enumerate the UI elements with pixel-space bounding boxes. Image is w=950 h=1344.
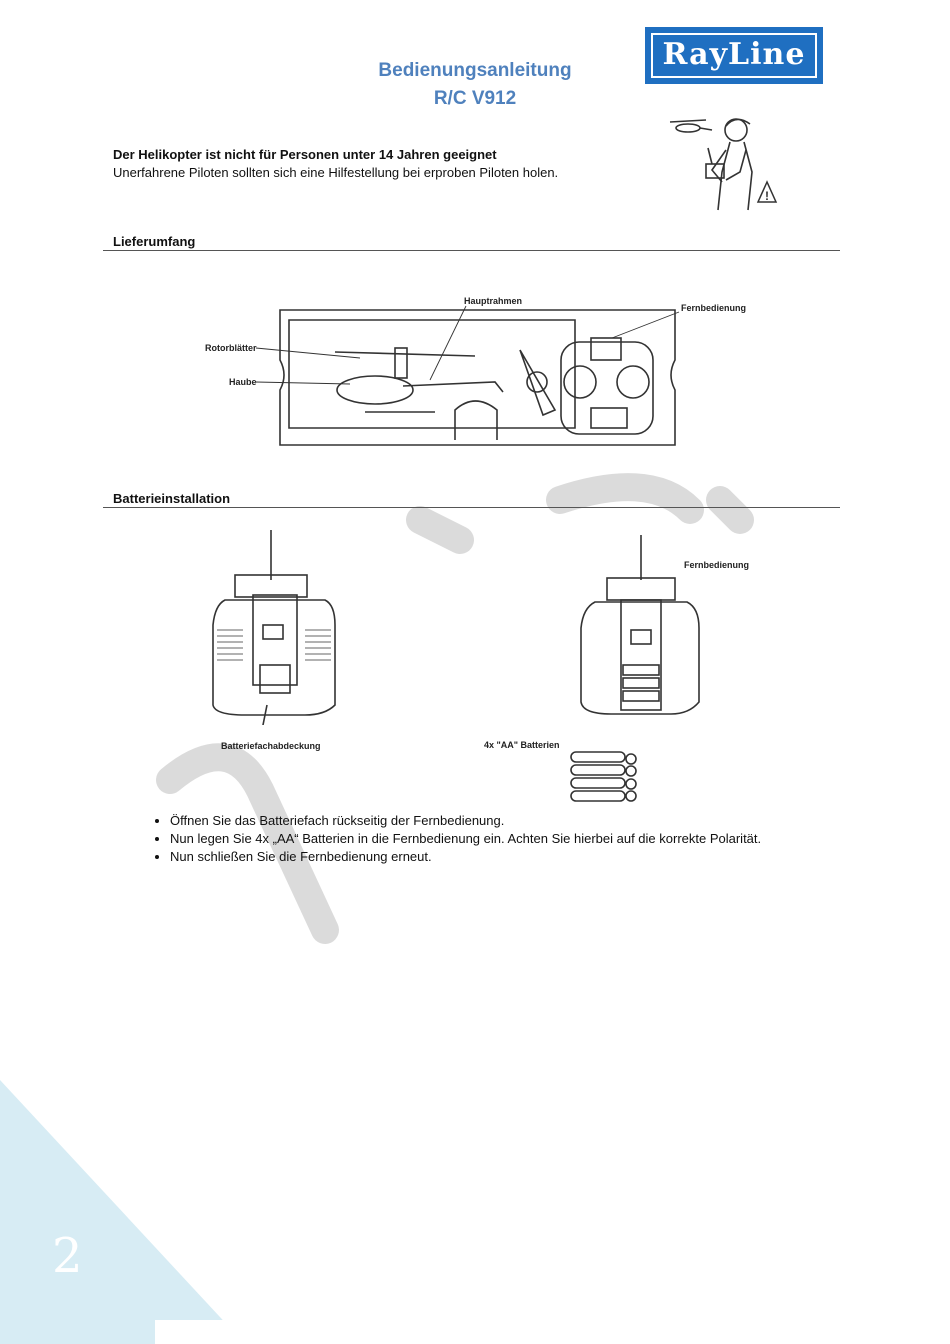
list-item: • Öffnen Sie das Batteriefach rückseitig der Fernbedienung. — [170, 812, 761, 830]
pilot-advice: Unerfahrene Piloten sollten sich eine Hilfestellung bei erproben Piloten holen. — [113, 165, 559, 180]
label-hauptrahmen: Hauptrahmen — [464, 296, 523, 306]
list-item: • Nun legen Sie 4x „AA“ Batterien in die Fernbedienung ein. Achten Sie hierbei auf die korrekte Polarität. — [170, 830, 761, 848]
label-fernbedienung: Fernbedienung — [681, 303, 746, 313]
section-divider-2 — [103, 507, 840, 508]
label-batteriefachabdeckung: Batteriefachabdeckung — [221, 741, 321, 751]
remote-back-open-diagram — [205, 525, 345, 725]
label-rotorblaetter: Rotorblätter — [205, 343, 257, 353]
label-haube: Haube — [229, 377, 257, 387]
battery-steps-list — [150, 812, 761, 866]
diagram-leader-lines — [0, 0, 950, 500]
list-item: • Nun schließen Sie die Fernbedienung erneut. — [170, 848, 761, 866]
label-fernbedienung-battery: Fernbedienung — [684, 560, 749, 570]
page-number: 2 — [52, 1228, 83, 1284]
svg-text:!: ! — [765, 189, 769, 203]
model-title: R/C V912 — [433, 88, 517, 109]
section-heading-lieferumfang: Lieferumfang — [113, 234, 196, 249]
logo-text: RayLine — [651, 33, 817, 78]
remote-batteries-diagram — [575, 530, 705, 720]
aa-batteries-icon — [565, 750, 645, 805]
age-warning: Der Helikopter ist nicht für Personen unter 14 Jahren geeignet — [113, 147, 497, 162]
document-title: Bedienungsanleitung — [378, 60, 572, 81]
label-aa-batterien: 4x "AA" Batterien — [484, 740, 560, 750]
section-heading-batterieinstallation: Batterieinstallation — [113, 491, 231, 506]
